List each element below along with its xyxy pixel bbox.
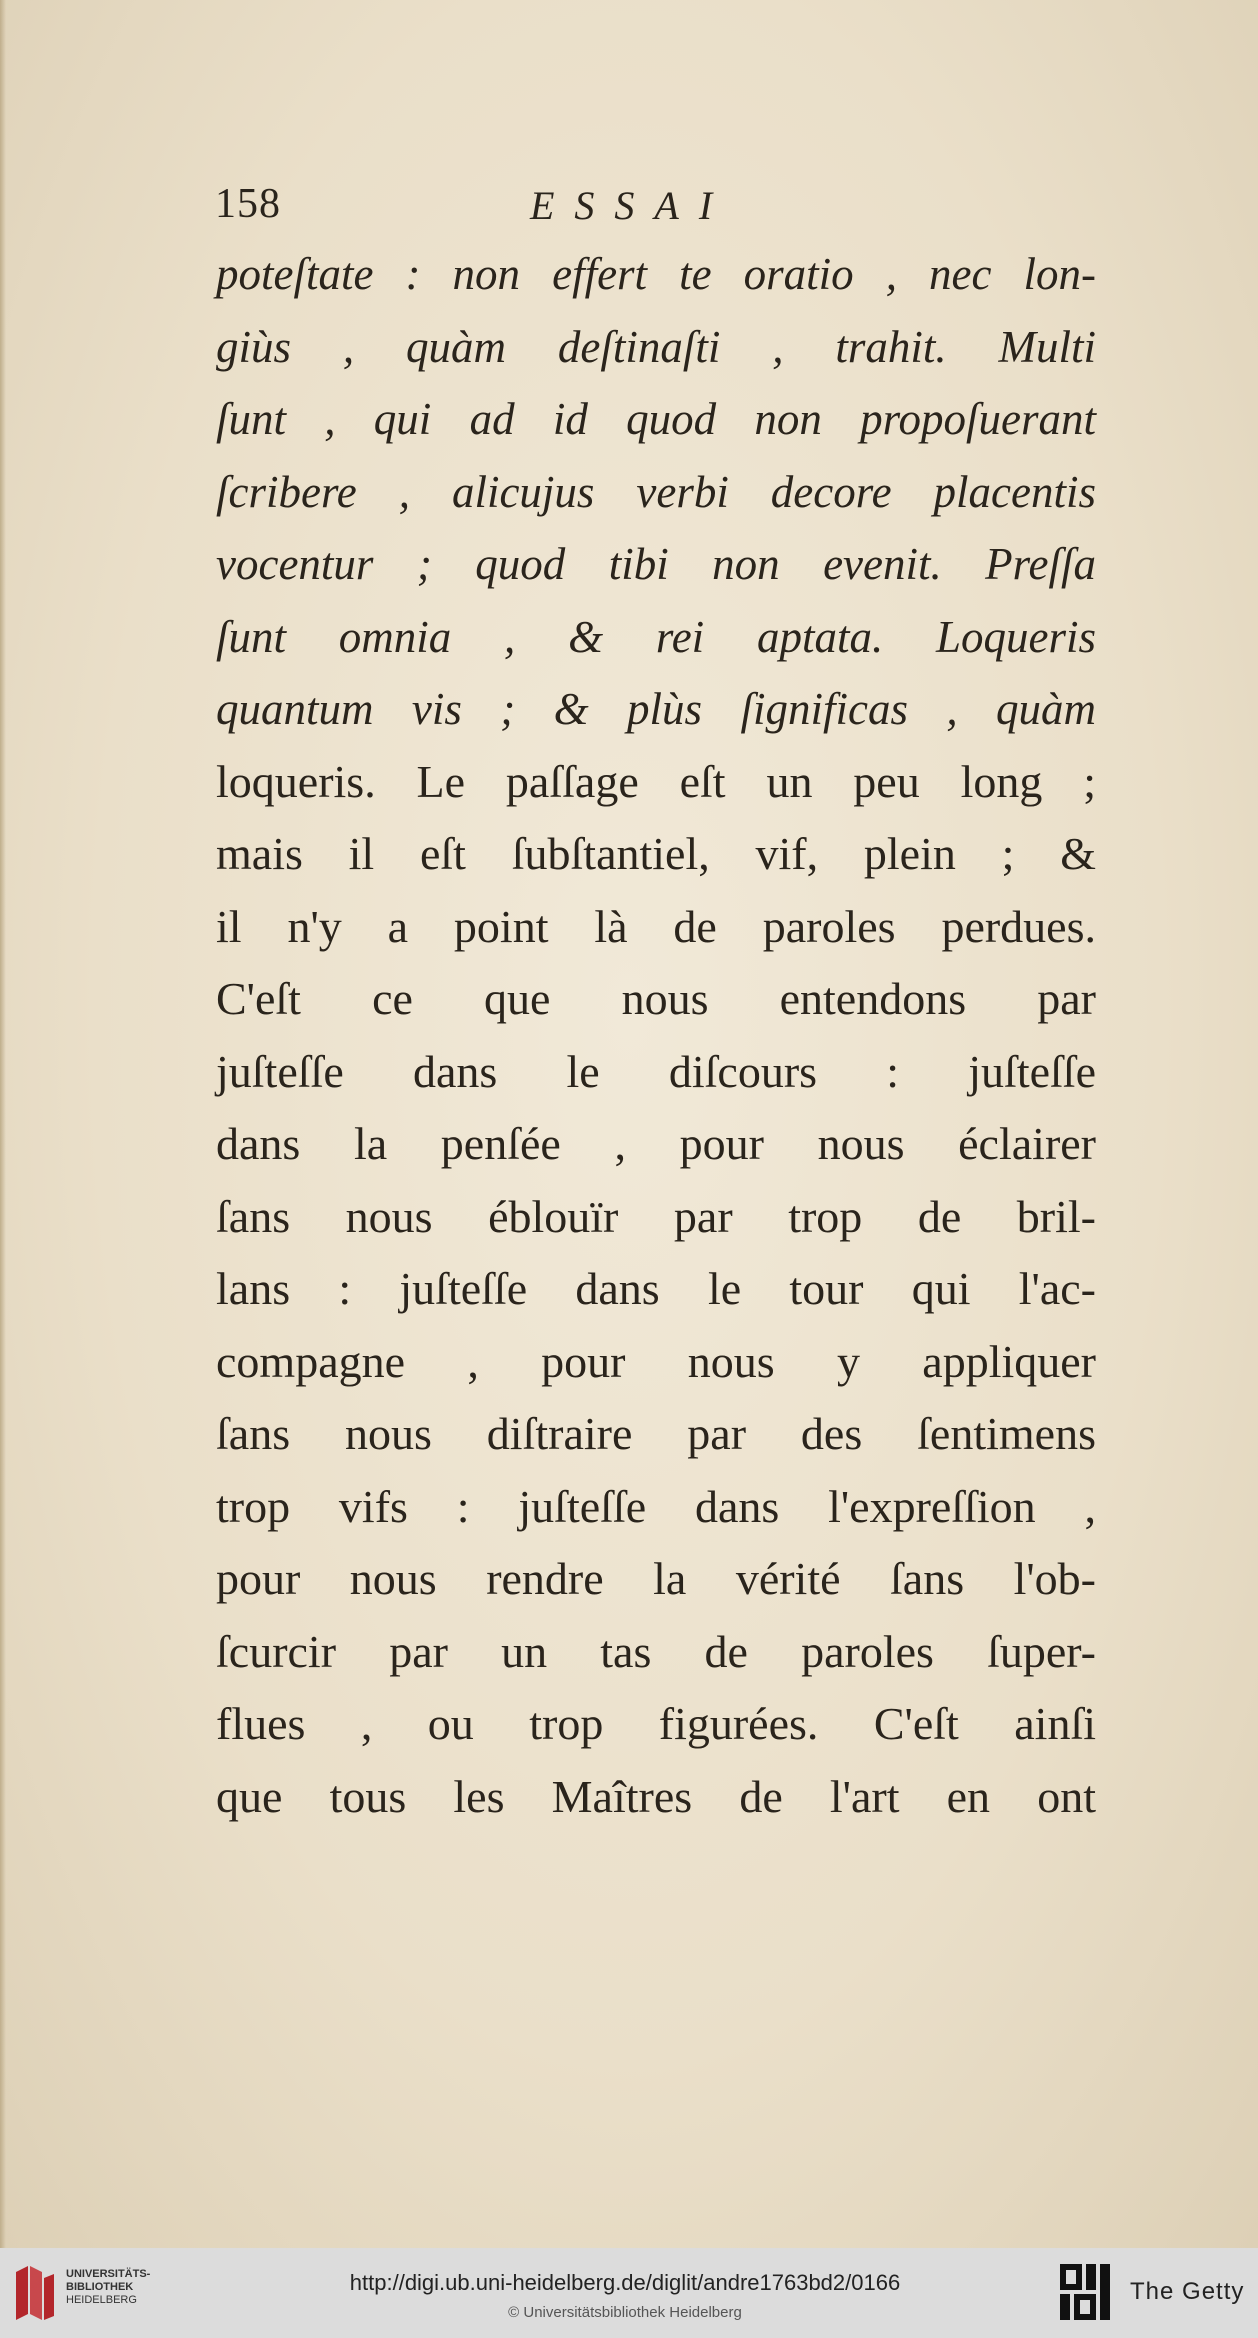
text-line: C'eſt ce que nous entendons par — [216, 973, 1096, 1024]
page-header — [215, 180, 1115, 244]
copyright-notice: © Universitätsbibliothek Heidelberg — [508, 2304, 742, 2321]
running-title: ESSAI — [530, 183, 733, 228]
partner-name: The Getty — [1130, 2278, 1245, 2305]
permalink-url[interactable]: http://digi.ub.uni-heidelberg.de/diglit/andre1763bd2/0166 — [349, 2270, 901, 2295]
page-number: 158 — [215, 181, 281, 227]
library-name — [66, 2268, 150, 2307]
library-name-line: BIBLIOTHEK — [66, 2281, 134, 2293]
text-line: pour nous rendre la vérité ſans l'ob- — [216, 1553, 1096, 1604]
text-line: ſans nous diſtraire par des ſentimens — [216, 1408, 1096, 1459]
text-line: poteſtate : non effert te oratio , nec lon- — [216, 249, 1096, 299]
text-line: ſans nous éblouïr par trop de bril- — [216, 1190, 1096, 1242]
body-text — [216, 238, 1096, 1833]
text-line: ſunt , qui ad id quod non propoſuerant — [216, 394, 1096, 444]
text-line: dans la penſée , pour nous éclairer — [216, 1118, 1096, 1169]
text-line: mais il eſt ſubſtantiel, vif, plein ; & — [216, 828, 1096, 879]
library-name-line: UNIVERSITÄTS- — [66, 2268, 151, 2280]
text-line: trop vifs : juſteſſe dans l'expreſſion , — [216, 1480, 1096, 1532]
text-line: lans : juſteſſe dans le tour qui l'ac- — [216, 1263, 1096, 1314]
text-line: il n'y a point là de paroles perdues. — [216, 900, 1096, 952]
text-line: ſunt omnia , & rei aptata. Loqueris — [216, 611, 1096, 662]
text-line: loqueris. Le paſſage eſt un peu long ; — [216, 755, 1096, 807]
university-library-logo-icon[interactable] — [12, 2262, 58, 2324]
viewer-footer — [0, 2248, 1258, 2338]
page-edge-shadow — [0, 0, 6, 2248]
text-line: flues , ou trop figurées. C'eſt ainſi — [216, 1698, 1096, 1749]
library-name-line: HEIDELBERG — [66, 2294, 137, 2306]
text-line: quantum vis ; & plùs ſignificas , quàm — [216, 684, 1096, 734]
getty-logo-icon[interactable] — [1058, 2262, 1112, 2322]
text-line: giùs , quàm deſtinaſti , trahit. Multi — [216, 321, 1096, 372]
text-line: ſcurcir par un tas de paroles ſuper- — [216, 1625, 1096, 1677]
text-line: vocentur ; quod tibi non evenit. Preſſa — [216, 539, 1096, 589]
text-line: ſcribere , alicujus verbi decore placentis — [216, 466, 1096, 517]
text-line: juſteſſe dans le diſcours : juſteſſe — [216, 1045, 1096, 1097]
text-line: compagne , pour nous y appliquer — [216, 1335, 1096, 1387]
text-line: que tous les Maîtres de l'art en ont — [216, 1770, 1096, 1822]
